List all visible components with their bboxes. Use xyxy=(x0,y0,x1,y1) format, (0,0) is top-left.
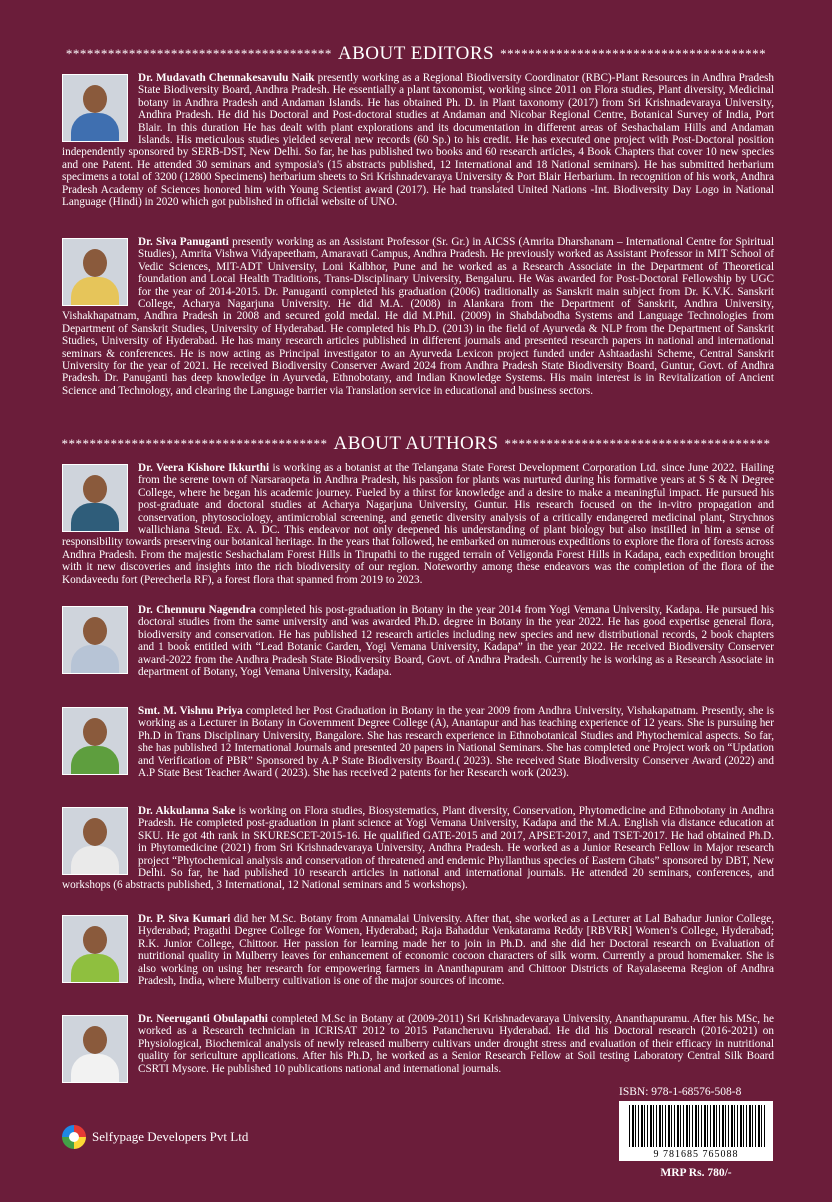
author-description: is working on Flora studies, Biosystematics, Plant diversity, Conservation, Phytomedicine and Ethnobotany in Andhra Pradesh. He completed post-graduation in plant science at Yogi Vemana University, Kadapa and the M.A. English via distance education at SKU. He got 4th rank in SKURESCET-2015-16. He qualified GATE-2015 and 2017, APSET-2017, and TSET-2017. He had obtained Ph.D. in Phytomedicine (2021) from Sri Krishnadevaraya University, Andhra Pradesh. He worked as a Junior Research Fellow in Major research project “Phytochemical analysis and conservation of threatened and endemic Phyllanthus species of Eastern Ghats” sponsored by DBT, New Delhi. So far, he had published 10 research articles in national and international journals. He attended 20 seminars, conferences, and workshops (6 abstracts published, 3 International, 12 National seminars and 5 workshops). xyxy=(62,805,774,892)
editor-photo-1 xyxy=(62,74,128,142)
editor-bio-2 xyxy=(62,236,774,397)
publisher-logo-icon xyxy=(62,1125,86,1149)
author-name: Smt. M. Vishnu Priya xyxy=(138,705,243,717)
isbn-text: ISBN: 978-1-68576-508-8 xyxy=(619,1086,742,1098)
editor-name: Dr. Mudavath Chennakesavulu Naik xyxy=(138,72,315,84)
author-photo-1 xyxy=(62,464,128,532)
decorative-stars: ************************************** xyxy=(65,46,332,61)
isbn-block xyxy=(619,1086,777,1179)
decorative-stars: ************************************** xyxy=(504,436,771,451)
author-photo-6 xyxy=(62,1015,128,1083)
author-photo-2 xyxy=(62,606,128,674)
author-name: Dr. Veera Kishore Ikkurthi xyxy=(138,462,270,474)
author-bio-6 xyxy=(62,1013,774,1087)
barcode-digits: 9 781685 765088 xyxy=(653,1149,739,1160)
author-photo-3 xyxy=(62,707,128,775)
author-bio-4 xyxy=(62,805,774,892)
editor-description: presently working as a Regional Biodiversity Coordinator (RBC)-Plant Resources in Andhra Pradesh State Biodiversity Board, Andhra Pradesh. He essentially a plant taxonomist, working since 2011 on Flora studies, Plant diversity, Medicinal botany in Andhra Pradesh and Andaman Islands. He has obtained Ph. D. in Plant taxonomy (2017) from Sri Krishnadevaraya University, Andhra Pradesh. He did his Doctoral and Post-doctoral studies at Andaman and Nicobar Regional Centre, Botanical Survey of India, Port Blair. In this duration He has dealt with plant explorations and its documentation in different areas of Seshachalam Hills and Andaman Islands. His meticulous studies yielded several new records (60 Sp.) to his credit. He has executed one project with Post-Doctoral position independently sponsored by SERB-DST, New Delhi. So far, he has published two books and 60 research articles, 4 Book Chapters that cover 10 new species and one Patent. He attended 30 seminars and symposia's (15 abstracts published, 12 International and 18 National seminars). He has submitted herbarium specimens a total of 3200 (12800 Specimens) herbarium sheets to Sri Krishnadevaraya University & Port Blair Herbarium. In recognition of his work, Andhra Pradesh Academy of Sciences honored him with Young Scientist award (2017). He had translated United Nations -Int. Biodiversity Day Logo in National Language (Hindi) in 2020 which got published in official website of UNO. xyxy=(62,72,774,209)
decorative-stars: ************************************** xyxy=(500,46,767,61)
publisher xyxy=(62,1125,248,1149)
price-label: MRP Rs. 780/- xyxy=(660,1167,732,1179)
author-description: completed her Post Graduation in Botany in the year 2009 from Andhra University, Vishakapatnam. Presently, she is working as a Lecturer in Botany in Government Degree College (A), Anantapur and has teaching experience of 12 years. She is pursuing her Ph.D in Trans Disciplinary University, Bangalore. She has research experience in Ethnobotanical Studies and Phytochemical aspects. So far, she has published 12 International Journals and presented 20 papers in National Seminars. She has completed one Project work on “Updation and Verification of PBR” Sponsored by A.P State Biodiversity Board.( 2023). She received State Biodiversity Conserver Award (2022) and A.P State Best Teacher Award ( 2023). She has received 2 patents for her Research work (2023). xyxy=(138,705,774,780)
author-description: did her M.Sc. Botany from Annamalai University. After that, she worked as a Lecturer at Lal Bahadur Junior College, Hyderabad; Pragathi Degree College for Women, Hyderabad; Raja Bahaddur Venkatarama Reddy [RBVRR] Women’s College, Hyderabad; R.K. Junior College, Chittoor. Her passion for learning made her to join in Ph.D. and she did her Doctoral research on Evaluation of nutritional quality in Mulberry leaves for enhancement of economic cocoon characters of silk worm. Currently a proud homemaker. She is also working on using her research for empowering farmers in Ananthapuram and Chittoor Districts of Rayalaseema Region of Andhra Pradesh, India, where Mulberry cultivation is one of the major sources of income. xyxy=(138,913,774,988)
editor-bio-1 xyxy=(62,72,774,208)
author-bio-2 xyxy=(62,604,774,678)
authors-section-header xyxy=(0,433,832,455)
author-bio-5 xyxy=(62,913,774,987)
authors-heading: ABOUT AUTHORS xyxy=(333,433,499,454)
author-name: Dr. Chennuru Nagendra xyxy=(138,604,256,616)
barcode xyxy=(619,1101,773,1161)
author-bio-1 xyxy=(62,462,774,586)
editors-section-header xyxy=(0,43,832,65)
author-photo-4 xyxy=(62,807,128,875)
author-name: Dr. Neeruganti Obulapathi xyxy=(138,1013,268,1025)
author-description: completed his post-graduation in Botany in the year 2014 from Yogi Vemana University, Kadapa. He pursued his doctoral studies from the same university and was awarded Ph.D. degree in Botany in the year 2022. He has good expertise general flora, biodiversity and conservation. He has published 12 research articles including new species and new distributional records, 2 book chapters and 1 book entitled with “Lead Botanic Garden, Yogi Vemana University, Kadapa” in the year 2022. He received Biodiversity Conserver award-2022 from the Andhra Pradesh State Biodiversity Board, Govt. of Andhra Pradesh. Currently he is working as a Research Associate in department of Botany, Yogi Vemana University, Kadapa. xyxy=(138,604,775,679)
author-name: Dr. P. Siva Kumari xyxy=(138,913,231,925)
author-description: is working as a botanist at the Telangana State Forest Development Corporation Ltd. since June 2022. Hailing from the serene town of Narsaraopeta in Andhra Pradesh, his passion for plants was nurtured during his formative years at S S & N Degree College, where he began his academic journey. Fueled by a thirst for knowledge and a desire to make a meaningful impact. He pursued his post-graduate and doctoral studies at Acharya Nagarjuna University, Guntur. His research focused on the in-vitro propagation and conservation, phytosociology, antimicrobial screening, and genetic diversity analysis of a critically endangered medicinal plant, Strychnos wallichiana Steud. Ex. A. DC. This endeavor not only deepened his understanding of plant biology but also instilled in him a sense of responsibility towards preserving our botanical heritage. In the years that followed, he embarked on numerous expeditions to explore the flora of forests across Andhra Pradesh. From the majestic Seshachalam Forest Hills in Tirupathi to the rugged terrain of Veligonda Forest Hills in Kadapa, each expedition brought with it new discoveries and insights into the rich biodiversity of our region. Noteworthy among these endeavors was the completion of the flora of the Kondaveedu fort (Perecherla RF), a forest flora that spanned from 2019 to 2023. xyxy=(62,462,775,586)
editor-description: presently working as an Assistant Professor (Sr. Gr.) in AICSS (Amrita Dharshanam – International Centre for Spiritual Studies), Amrita Vishwa Vidyapeetham, Amaravati Campus, Andhra Pradesh. He previously worked as Assistant Professor in MIT School of Vedic Sciences, MIT-ADT University, Loni Kalbhor, Pune and he worked as a Research Associate in the Department of Theoretical foundation and Local Health Traditions, Trans-Disciplinary University, Bengaluru. He Was awarded for Post-Doctoral Fellowship by UGC for the year of 2014-2015. Dr. Panuganti completed his graduation (2006) traditionally as Sanskrit main subject from Dr. K.V.K. Sanskrit College, Acharya Nagarjuna University. He did M.A. (2008) in Alankara from the Department of Sanskrit, Andhra University, Vishakhapatnam, Andhra Pradesh in 2008 and secured gold medal. He did M.Phil. (2009) in Shabdabodha Systems and Language Technologies from Department of Sanskrit Studies, University of Hyderabad. He completed his Ph.D. (2013) in the field of Ayurveda & NLP from the Department of Sanskrit Studies, University of Hyderabad. He has many research articles published in different journals and presented research papers in national and international seminars & conferences. He is now acting as Principal investigator to an Ayurveda Lexicon project funded under Ashtaadashi Scheme, Central Sanskrit University for the year of 2021. He received Biodiversity Conserver Award 2024 from Andhra Pradesh State Biodiversity Board, Guntur, Govt. of Andhra Pradesh. Dr. Panuganti has deep knowledge in Ayurveda, Ethnobotany, and Indian Knowledge Systems. His main interest is in Revitalization of Ancient Science and Technology, and clearing the Language barrier via Translation service in educational and business sectors. xyxy=(62,236,774,397)
publisher-name: Selfypage Developers Pvt Ltd xyxy=(92,1129,249,1144)
editor-name: Dr. Siva Panuganti xyxy=(138,236,229,248)
author-name: Dr. Akkulanna Sake xyxy=(138,805,236,817)
author-photo-5 xyxy=(62,915,128,983)
editor-photo-2 xyxy=(62,238,128,306)
decorative-stars: ************************************** xyxy=(61,436,328,451)
author-bio-3 xyxy=(62,705,774,779)
author-description: completed M.Sc in Botany at (2009-2011) Sri Krishnadevaraya University, Ananthapuramu. After his MSc, he worked as a Research technician in ICRISAT 2012 to 2015 Patancheruvu Hyderabad. He did his Doctoral research (2016-2021) on Physiological, Biochemical analysis of newly released mulberry cultivars under drought stress and evaluation of their efficacy in nutritional quality for sericulture applications. After his Ph.D, he worked as a Senior Research Fellow at Soil testing Laboratory Central Silk Board CSRTI Mysore. He published 10 publications national and international journals. xyxy=(138,1013,774,1075)
editors-heading: ABOUT EDITORS xyxy=(337,43,495,64)
